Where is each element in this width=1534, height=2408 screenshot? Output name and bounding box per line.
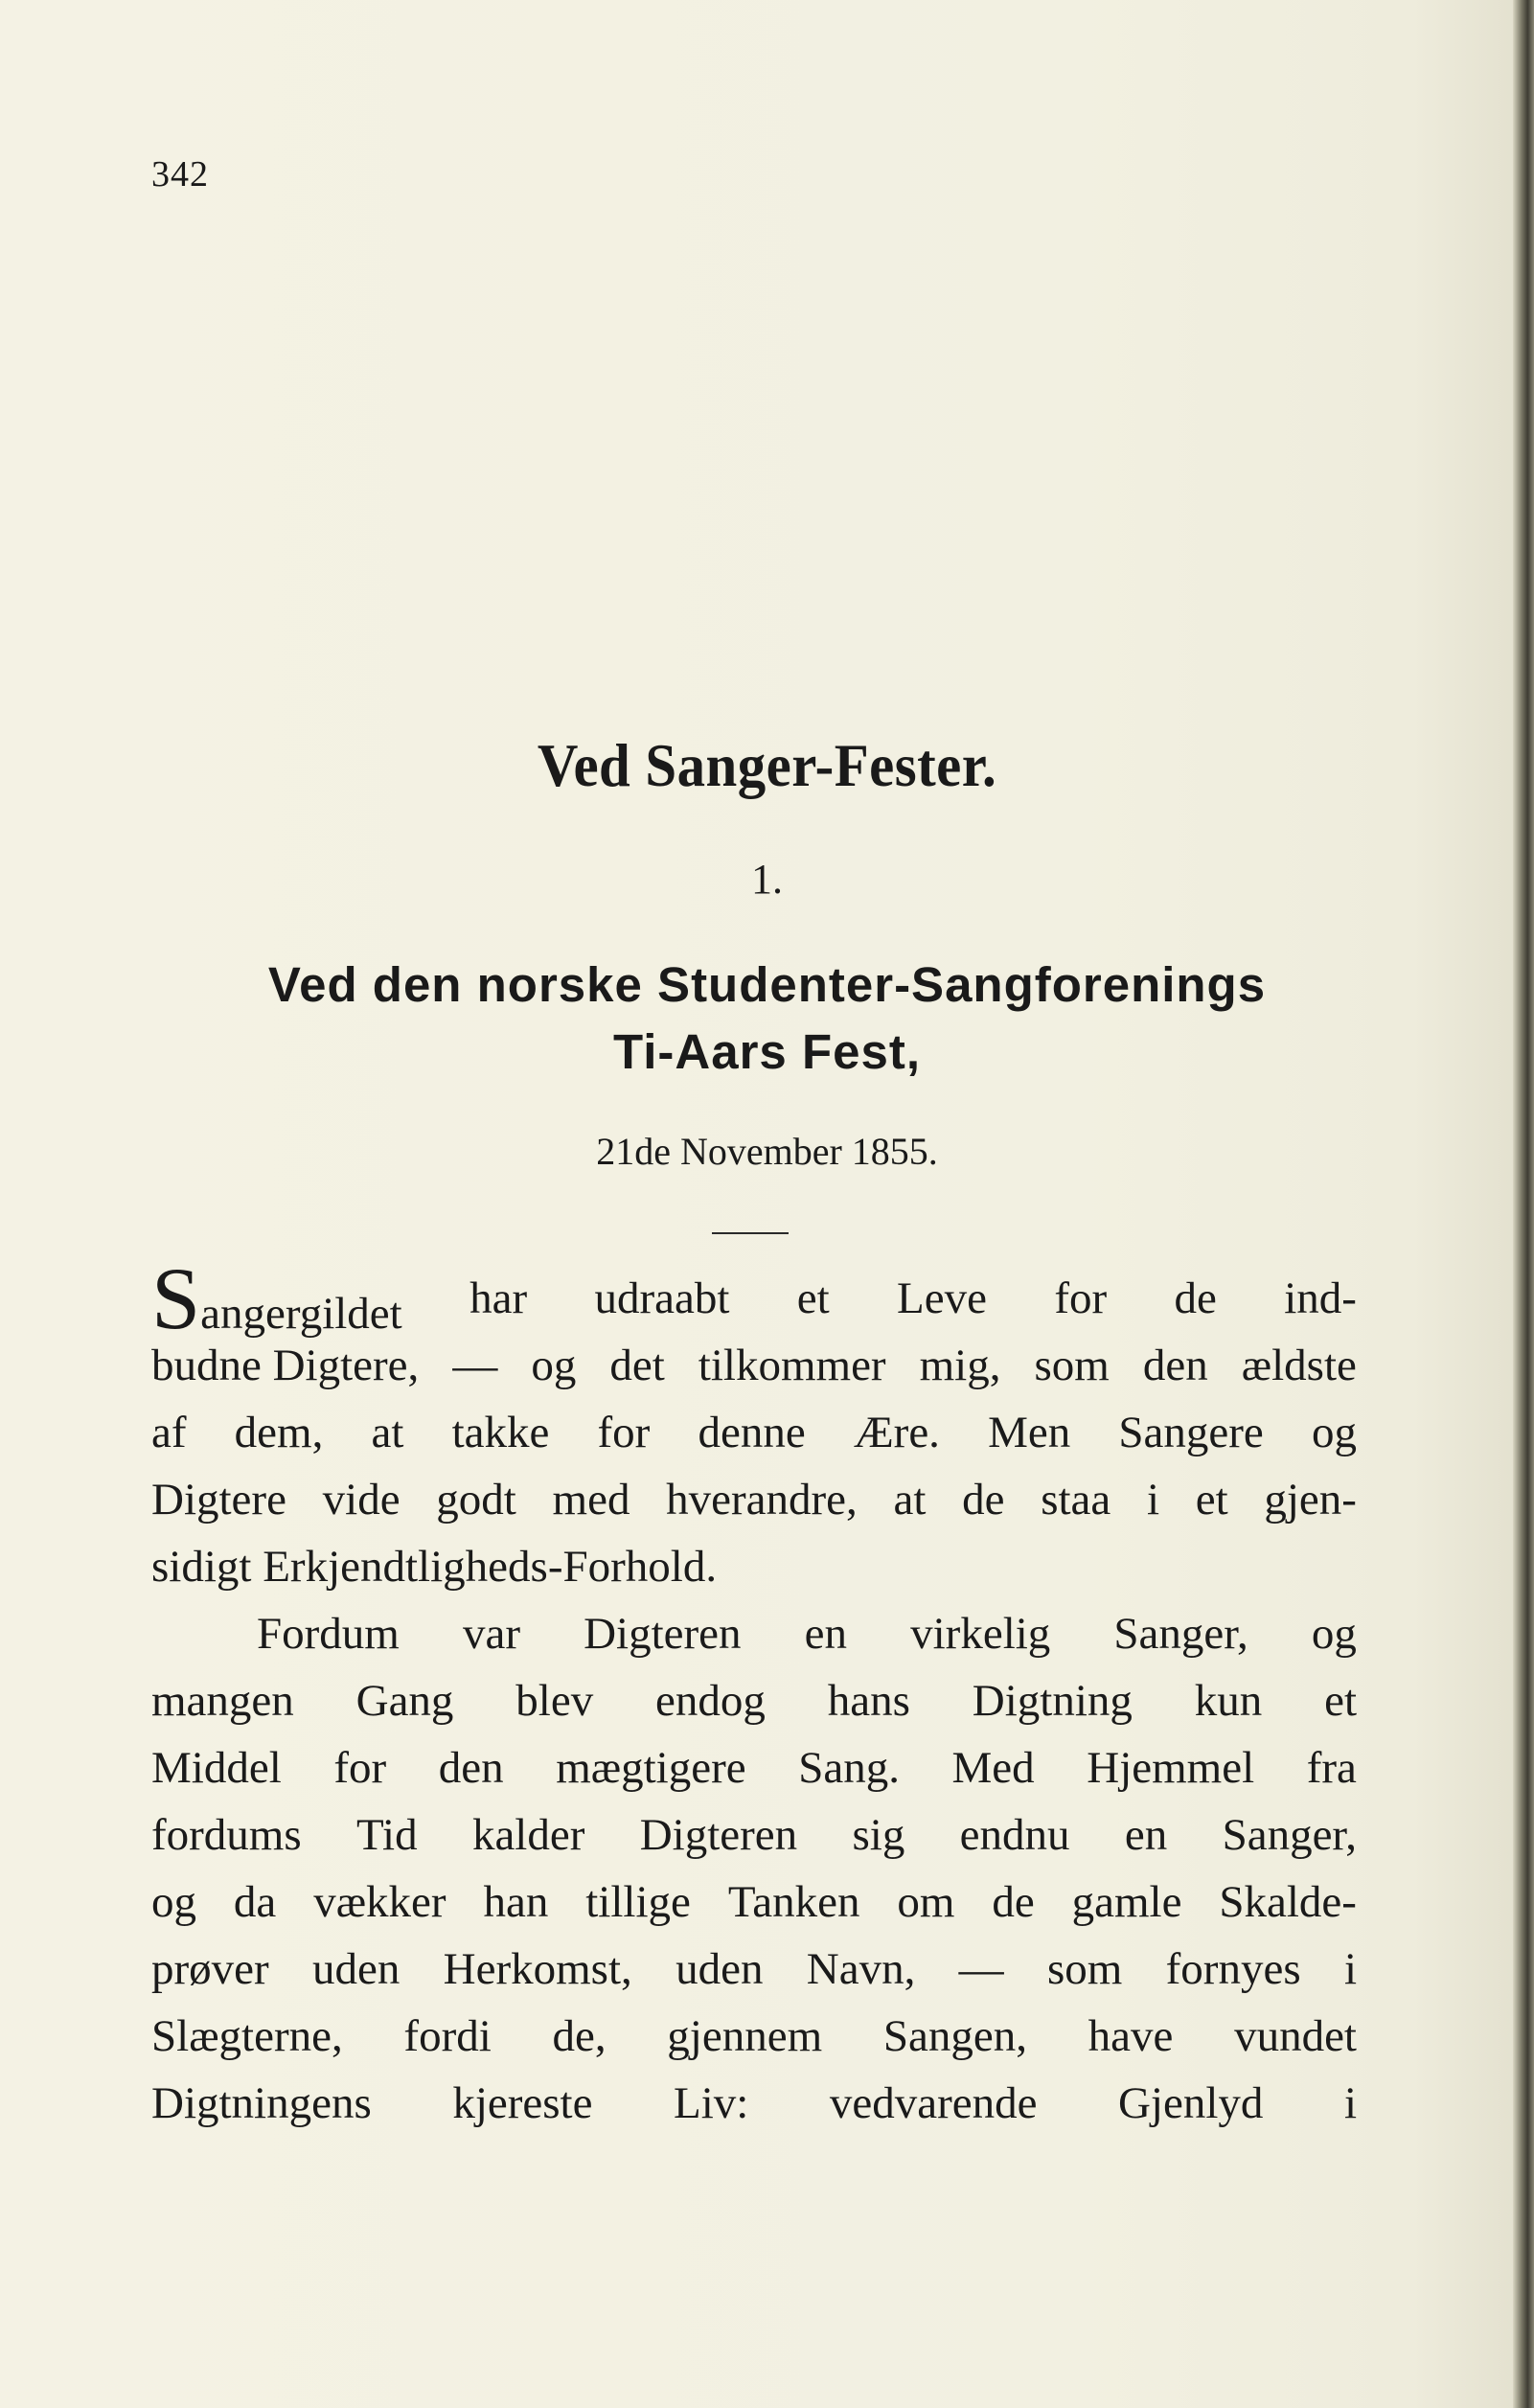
word: gjennem	[667, 2011, 823, 2061]
word: mig,	[919, 1341, 1001, 1390]
word: Liv:	[673, 2078, 749, 2128]
word: prøver	[151, 1944, 269, 1994]
word: for	[597, 1408, 651, 1457]
word: et	[796, 1273, 830, 1323]
paragraph-2-line-7	[151, 2003, 1357, 2070]
word: Sangen,	[882, 2011, 1027, 2061]
word: Ære.	[853, 1408, 940, 1457]
word: have	[1088, 2011, 1174, 2061]
word: for	[333, 1743, 387, 1793]
word: som	[1034, 1341, 1110, 1390]
word: angergildet	[200, 1289, 402, 1339]
word: Tanken	[727, 1877, 860, 1927]
paragraph-1-line-4	[151, 1466, 1357, 1533]
word: med	[552, 1475, 630, 1525]
word: Herkomst,	[443, 1944, 632, 1994]
word: en	[804, 1609, 848, 1659]
word: hverandre,	[666, 1475, 858, 1525]
word: var	[462, 1609, 520, 1659]
word: den	[438, 1743, 504, 1793]
word: ældste	[1241, 1341, 1357, 1390]
word: i	[1146, 1475, 1160, 1525]
word: fordums	[151, 1810, 302, 1860]
word: udraabt	[594, 1273, 730, 1323]
paragraph-1-line-3	[151, 1399, 1357, 1466]
paragraph-1-line-2	[151, 1332, 1357, 1399]
word: dem,	[234, 1408, 324, 1457]
paragraph-2-line-4	[151, 1801, 1357, 1869]
word: takke	[451, 1408, 550, 1457]
subtitle-line-1: Ved den norske Studenter-Sangforenings	[267, 957, 1267, 1012]
word: Sanger,	[1113, 1609, 1248, 1659]
paragraph-2-line-8	[151, 2070, 1357, 2137]
word: Middel	[151, 1743, 282, 1793]
subtitle-line-2: Ti-Aars Fest,	[613, 1024, 921, 1079]
word: Slægterne,	[151, 2011, 343, 2061]
word: uden	[311, 1944, 401, 1994]
section-divider	[712, 1232, 789, 1234]
paragraph-2-line-6	[151, 1936, 1357, 2003]
word: budne Digtere,	[151, 1341, 420, 1390]
word: Skalde-	[1219, 1877, 1357, 1927]
word: et	[1324, 1676, 1357, 1726]
paragraph-1-line-5	[151, 1533, 1357, 1600]
word: fordi	[403, 2011, 492, 2061]
word: tillige	[585, 1877, 691, 1927]
word: at	[371, 1408, 404, 1457]
page-edge-shadow	[1513, 0, 1534, 2408]
word: gjen-	[1264, 1475, 1357, 1525]
word: han	[483, 1877, 549, 1927]
word: sig	[852, 1810, 905, 1860]
word: Digteren	[584, 1609, 742, 1659]
word: ind-	[1284, 1273, 1357, 1323]
paragraph-2-line-5	[151, 1869, 1357, 1936]
word: endog	[655, 1676, 766, 1726]
word-group	[151, 1250, 402, 1347]
word: at	[893, 1475, 927, 1525]
word: en	[1124, 1810, 1168, 1860]
word: det	[609, 1341, 665, 1390]
word: Sang.	[798, 1743, 900, 1793]
word: fra	[1306, 1743, 1357, 1793]
word: Gang	[355, 1676, 454, 1726]
word: godt	[436, 1475, 516, 1525]
word: for	[1054, 1273, 1108, 1323]
word: har	[469, 1273, 528, 1323]
word: uden	[675, 1944, 764, 1994]
word: Navn,	[806, 1944, 916, 1994]
word: Digtningens	[151, 2078, 372, 2128]
word: Med	[951, 1743, 1035, 1793]
word: staa	[1041, 1475, 1111, 1525]
word: gamle	[1071, 1877, 1182, 1927]
word: kjereste	[452, 2078, 593, 2128]
word: den	[1142, 1341, 1208, 1390]
word: de	[992, 1877, 1035, 1927]
word: Digtere	[151, 1475, 286, 1525]
word: Gjenlyd	[1117, 2078, 1264, 2128]
word: hans	[827, 1676, 910, 1726]
word: Sanger,	[1222, 1810, 1357, 1860]
paragraph-2-line-3	[151, 1734, 1357, 1801]
word: Digtning	[972, 1676, 1133, 1726]
word: kalder	[471, 1810, 585, 1860]
word: da	[233, 1877, 277, 1927]
paragraph-1-line-1	[151, 1250, 1357, 1347]
page-number: 342	[151, 154, 209, 195]
line-text: sidigt Erkjendtligheds-Forhold.	[151, 1542, 718, 1592]
word: —	[452, 1341, 498, 1390]
section-number: 1.	[751, 856, 783, 903]
word: af	[151, 1408, 187, 1457]
word: Men	[988, 1408, 1071, 1457]
word: mangen	[151, 1676, 294, 1726]
word: og	[1311, 1609, 1357, 1659]
word: tilkommer	[698, 1341, 886, 1390]
word: —	[958, 1944, 1004, 1994]
word: vide	[322, 1475, 401, 1525]
word: vækker	[313, 1877, 446, 1927]
word: som	[1046, 1944, 1123, 1994]
word: i	[1343, 1944, 1357, 1994]
word: vundet	[1234, 2011, 1357, 2061]
word: og	[1311, 1408, 1357, 1457]
word: Sangere	[1118, 1408, 1264, 1457]
word: virkelig	[910, 1609, 1051, 1659]
paragraph-2-line-1	[151, 1600, 1357, 1667]
word: om	[897, 1877, 955, 1927]
word: denne	[698, 1408, 806, 1457]
body-text	[151, 1250, 1357, 2137]
word: Hjemmel	[1087, 1743, 1255, 1793]
word: mægtigere	[556, 1743, 746, 1793]
word: og	[151, 1877, 196, 1927]
word: i	[1343, 2078, 1357, 2128]
word: de,	[552, 2011, 607, 2061]
word: et	[1195, 1475, 1228, 1525]
drop-cap: S	[151, 1250, 201, 1347]
dateline: 21de November 1855.	[596, 1130, 938, 1173]
chapter-title: Ved Sanger-Fester.	[537, 731, 997, 799]
word: blev	[515, 1676, 594, 1726]
word: fornyes	[1165, 1944, 1301, 1994]
word: Leve	[897, 1273, 987, 1323]
word: endnu	[959, 1810, 1070, 1860]
paragraph-2-line-2	[151, 1667, 1357, 1734]
word: de	[1174, 1273, 1217, 1323]
word: Digteren	[639, 1810, 798, 1860]
word: vedvarende	[829, 2078, 1038, 2128]
word: og	[531, 1341, 577, 1390]
word: kun	[1194, 1676, 1263, 1726]
word: Tid	[355, 1810, 418, 1860]
word: Fordum	[257, 1609, 400, 1659]
word: de	[962, 1475, 1005, 1525]
